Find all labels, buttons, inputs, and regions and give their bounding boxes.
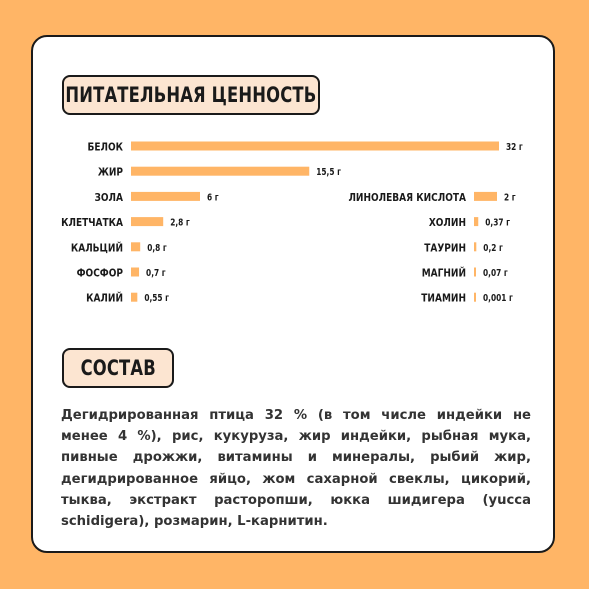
composition-heading-text: СОСТАВ xyxy=(80,356,156,380)
value-label: 0,7 г xyxy=(146,268,166,280)
category-label: ТИАМИН xyxy=(421,292,466,305)
value-label: 15,5 г xyxy=(316,167,341,179)
category-label: ХОЛИН xyxy=(428,217,466,230)
bar xyxy=(131,217,163,226)
nutrition-chart xyxy=(33,37,553,337)
category-label: ТАУРИН xyxy=(424,242,466,255)
bar xyxy=(131,268,139,277)
value-label: 0,07 г xyxy=(483,268,508,280)
value-label: 6 г xyxy=(207,192,219,204)
bar xyxy=(474,217,478,226)
category-label: ФОСФОР xyxy=(76,267,123,280)
value-label: 0,8 г xyxy=(147,242,167,255)
category-label: МАГНИЙ xyxy=(421,267,466,280)
bar xyxy=(474,192,497,201)
bar xyxy=(131,142,499,151)
additional-nutrients-chart xyxy=(348,192,516,305)
value-label: 2 г xyxy=(504,192,516,204)
category-label: ЗОЛА xyxy=(94,192,123,205)
bar xyxy=(474,242,476,251)
bar xyxy=(474,293,476,302)
bar xyxy=(474,268,476,277)
bar xyxy=(131,293,137,302)
value-label: 0,2 г xyxy=(483,242,503,255)
bar xyxy=(131,242,140,251)
composition-text: Дегидрированная птица 32 % (в том числе индейки не менее 4 %), рис, кукуруза, жир индейки, рыбная мука, пивные дрожжи, витамины и минералы, рыбий жир, дегидрированное яйцо, жом сахарной свеклы, цикорий, тыква, экстракт расторопши, юкка шидигера (yucca schidigera), розмарин, L-карнитин. xyxy=(61,408,531,530)
bar xyxy=(131,192,200,201)
category-label: ЛИНОЛЕВАЯ КИСЛОТА xyxy=(348,192,466,205)
value-label: 0,37 г xyxy=(485,217,510,229)
category-label: КАЛИЙ xyxy=(86,292,123,305)
value-label: 0,001 г xyxy=(483,293,513,305)
composition-heading xyxy=(62,348,174,388)
value-label: 0,55 г xyxy=(144,293,170,305)
category-label: КЛЕТЧАТКА xyxy=(61,217,123,230)
bar xyxy=(131,167,309,176)
category-label: ЖИР xyxy=(97,166,123,179)
value-label: 32 г xyxy=(506,142,523,154)
category-label: БЕЛОК xyxy=(87,141,123,154)
nutrition-heading-text: ПИТАТЕЛЬНАЯ ЦЕННОСТЬ xyxy=(65,83,317,107)
category-label: КАЛЬЦИЙ xyxy=(70,242,123,255)
value-label: 2,8 г xyxy=(170,217,190,229)
nutrition-card xyxy=(31,35,555,553)
